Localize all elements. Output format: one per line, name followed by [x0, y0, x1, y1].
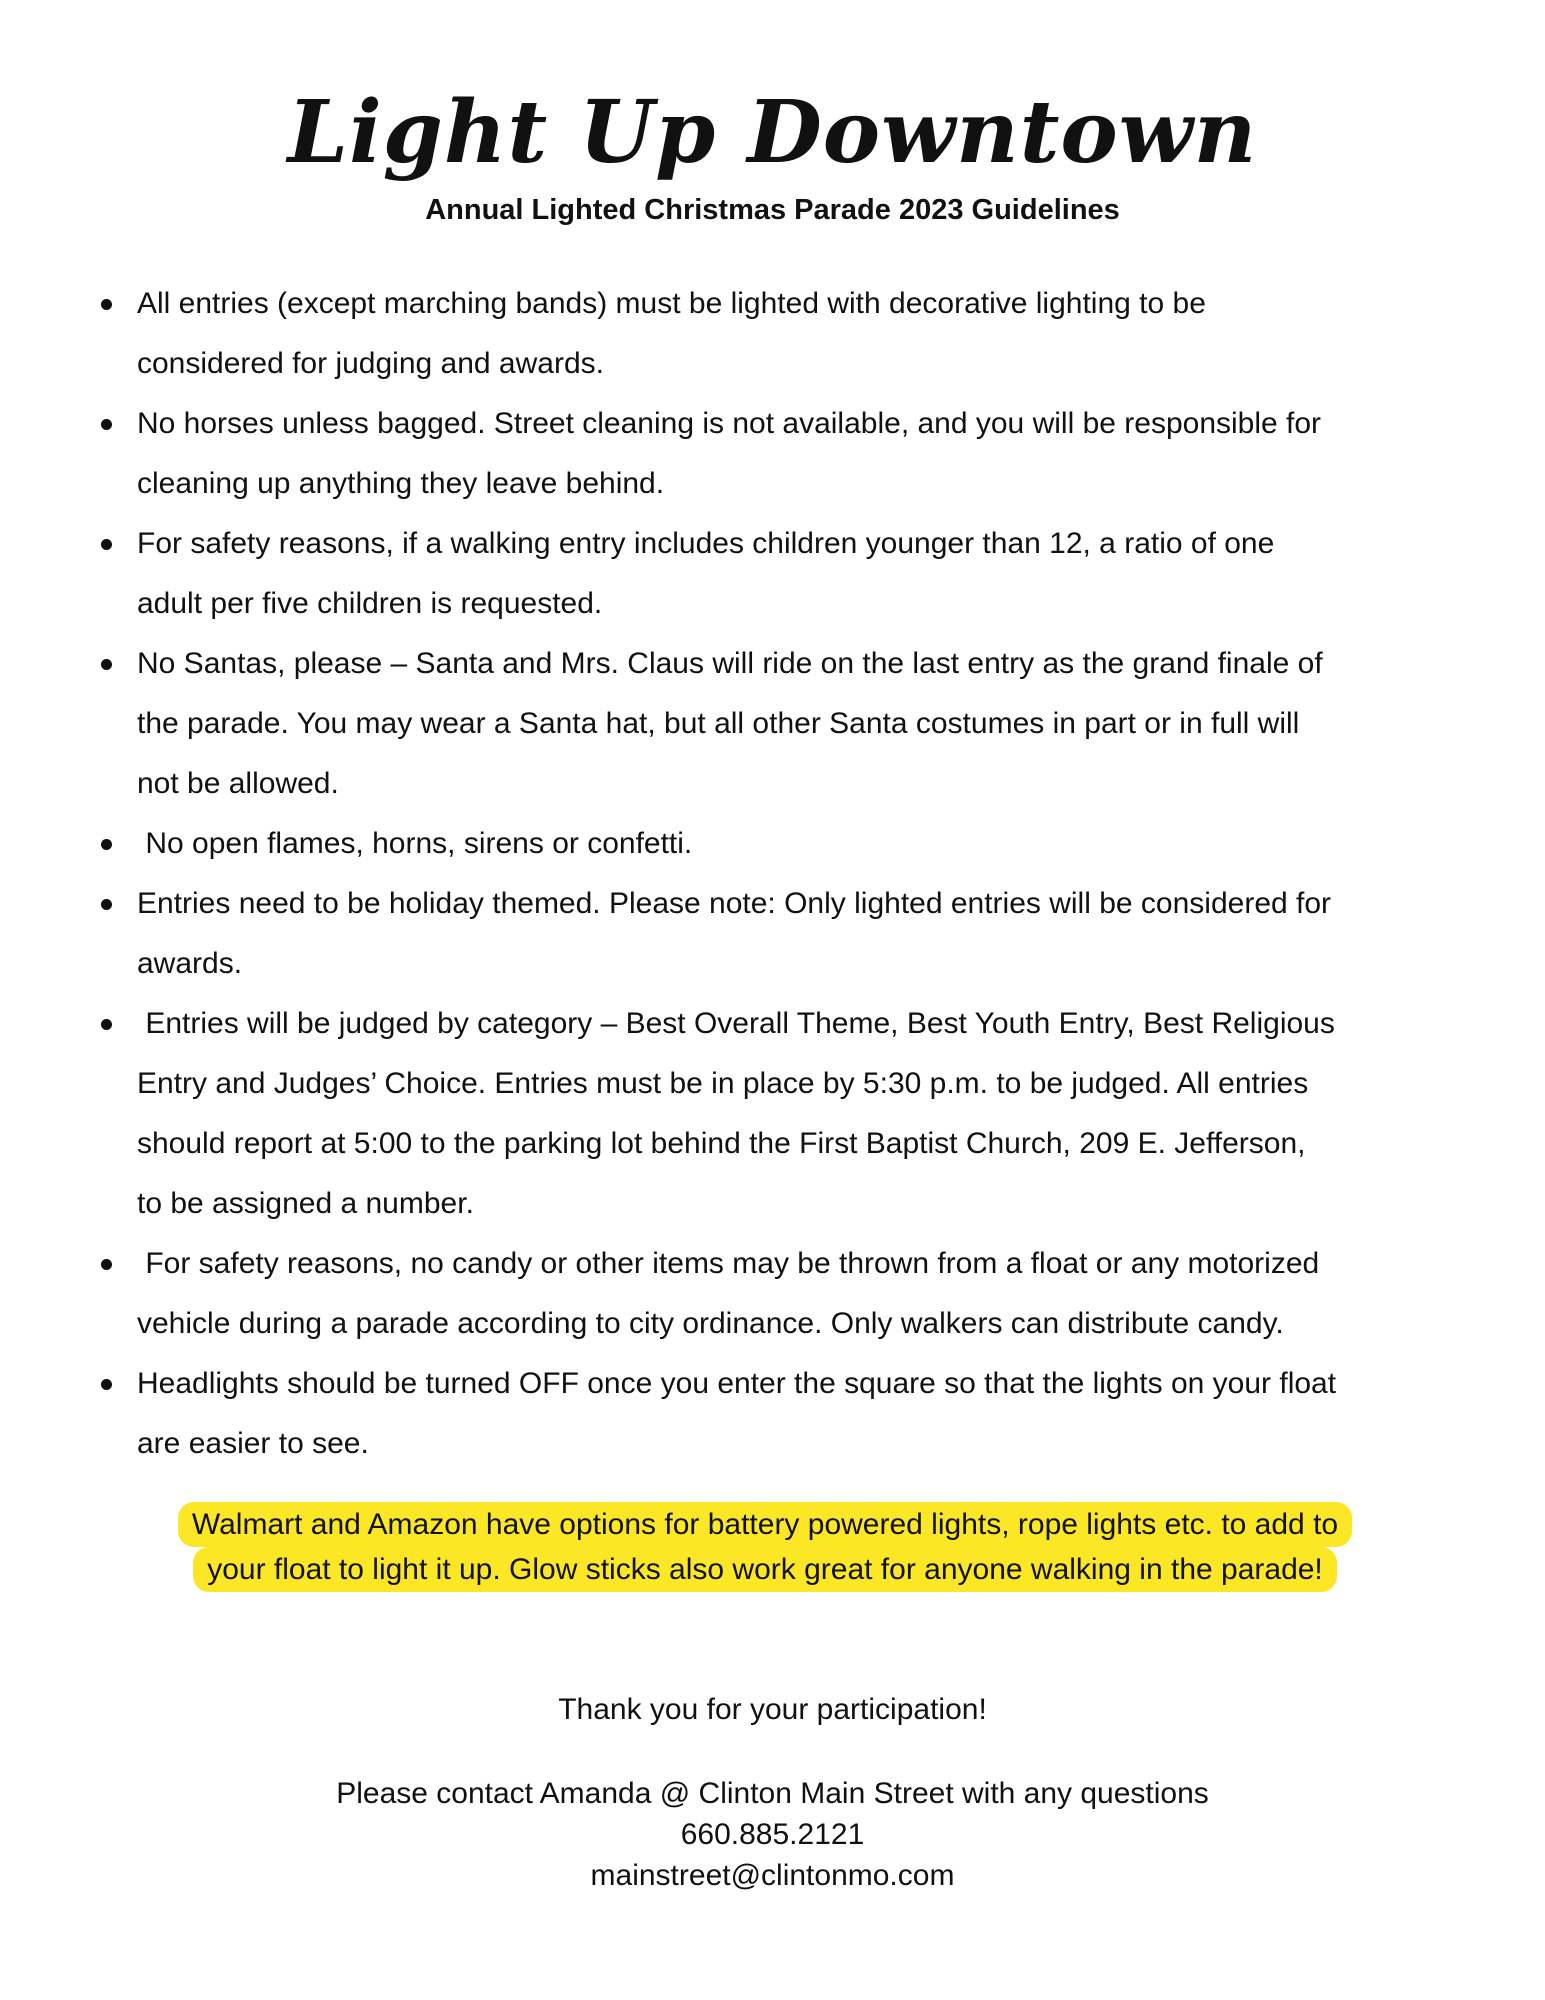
- list-item: [95, 514, 1475, 634]
- list-item: [95, 394, 1475, 514]
- bullet-icon: [101, 1259, 112, 1270]
- list-item: [95, 814, 1475, 874]
- list-item-line: are easier to see.: [137, 1427, 369, 1460]
- bullet-icon: [101, 839, 112, 850]
- list-item-line: adult per five children is requested.: [137, 587, 603, 620]
- guidelines-list: [95, 274, 1475, 1474]
- list-item-line: vehicle during a parade according to city ordinance. Only walkers can distribute candy.: [137, 1307, 1284, 1340]
- bullet-icon: [101, 419, 112, 430]
- list-item-line: Headlights should be turned OFF once you enter the square so that the lights on your float: [137, 1367, 1337, 1400]
- list-item: [95, 1354, 1475, 1474]
- list-item-line: For safety reasons, if a walking entry includes children younger than 12, a ratio of one: [137, 527, 1275, 560]
- list-item-line: cleaning up anything they leave behind.: [137, 467, 665, 500]
- list-item: [95, 994, 1475, 1234]
- list-item-line: For safety reasons, no candy or other items may be thrown from a float or any motorized: [137, 1247, 1320, 1280]
- list-item-line: not be allowed.: [137, 767, 339, 800]
- list-item-line: awards.: [137, 947, 243, 980]
- list-item: [95, 274, 1475, 394]
- list-item-line: All entries (except marching bands) must be lighted with decorative lighting to be: [137, 287, 1206, 320]
- list-item-line: considered for judging and awards.: [137, 347, 604, 380]
- list-item-line: No horses unless bagged. Street cleaning is not available, and you will be responsible for: [137, 407, 1322, 440]
- bullet-icon: [101, 299, 112, 310]
- list-item-line: Entries will be judged by category – Best Overall Theme, Best Youth Entry, Best Religious: [137, 1007, 1335, 1040]
- bullet-icon: [101, 659, 112, 670]
- contact-line: Please contact Amanda @ Clinton Main Street with any questions: [336, 1777, 1209, 1810]
- list-item-line: the parade. You may wear a Santa hat, but all other Santa costumes in part or in full will: [137, 707, 1300, 740]
- list-item: [95, 634, 1475, 814]
- page-subtitle: Annual Lighted Christmas Parade 2023 Guidelines: [425, 194, 1120, 226]
- list-item-line: Entry and Judges’ Choice. Entries must be in place by 5:30 p.m. to be judged. All entries: [137, 1067, 1309, 1100]
- list-item-line: No Santas, please – Santa and Mrs. Claus will ride on the last entry as the grand finale of: [137, 647, 1323, 680]
- list-item: [95, 1234, 1475, 1354]
- list-item-line: Entries need to be holiday themed. Please note: Only lighted entries will be considered for: [137, 887, 1332, 920]
- email-address: mainstreet@clintonmo.com: [590, 1859, 955, 1892]
- contact-block: [0, 1773, 1545, 1896]
- phone-number: 660.885.2121: [680, 1818, 865, 1851]
- bullet-icon: [101, 899, 112, 910]
- list-item-line: should report at 5:00 to the parking lot behind the First Baptist Church, 209 E. Jefferson,: [137, 1127, 1306, 1160]
- bullet-icon: [101, 1379, 112, 1390]
- bullet-icon: [101, 1019, 112, 1030]
- list-item: [95, 874, 1475, 994]
- bullet-icon: [101, 539, 112, 550]
- list-item-line: No open flames, horns, sirens or confetti.: [137, 827, 693, 860]
- thank-you-note: Thank you for your participation!: [558, 1693, 987, 1726]
- page-title: Light Up Downtown: [287, 82, 1258, 183]
- callout-line: Walmart and Amazon have options for battery powered lights, rope lights etc. to add to: [178, 1502, 1352, 1547]
- callout-line: your float to light it up. Glow sticks also work great for anyone walking in the parade!: [193, 1547, 1337, 1592]
- lighting-tip-callout: [120, 1502, 1410, 1592]
- list-item-line: to be assigned a number.: [137, 1187, 474, 1220]
